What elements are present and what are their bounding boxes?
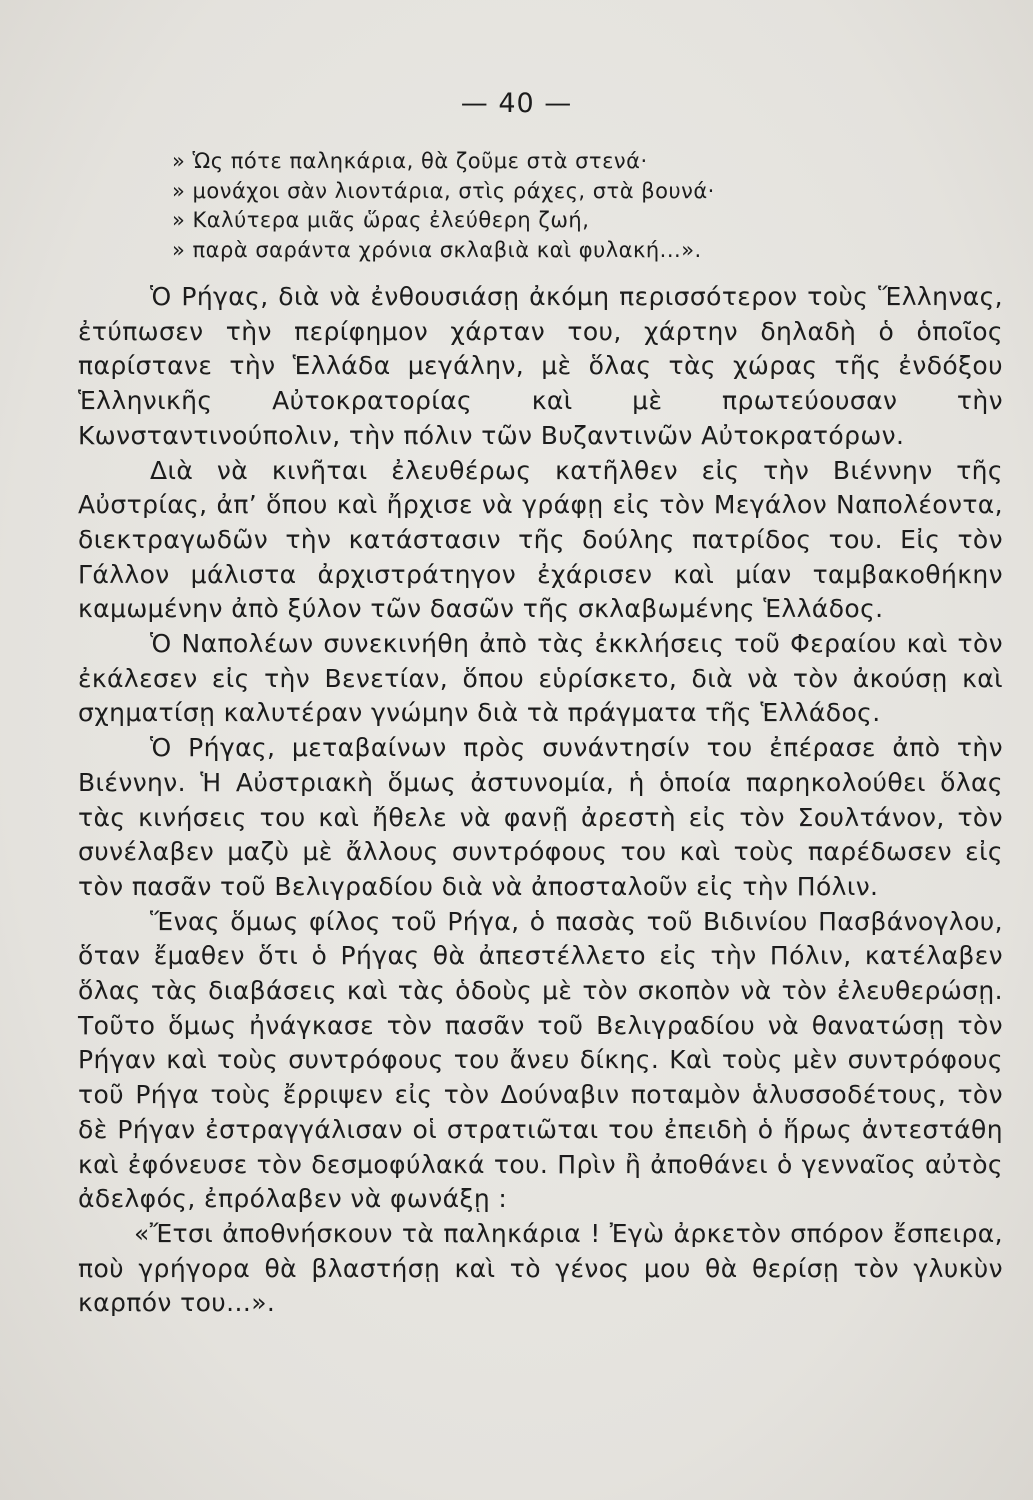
page-number: — 40 — [460, 88, 573, 119]
paragraph-execution: Ἕνας ὅμως φίλος τοῦ Ρήγα, ὁ πασὰς τοῦ Βιδινίου Πασβάνογλου, ὅταν ἔμαθεν ὅτι ὁ Ρήγας θὰ ἀπεστέλλετο εἰς τὴν Πόλιν, κατέλαβεν ὅλας τὰς διαβάσεις καὶ τὰς ὁδοὺς μὲ τὸν σκοπὸν νὰ τὸν ἐλευθερώσῃ. Τοῦτο ὅμως ἠνάγκασε τὸν πασᾶν τοῦ Βελιγραδίου νὰ θανατώσῃ τὸν Ρήγαν καὶ τοὺς συντρόφους του ἄνευ δίκης. Καὶ τοὺς μὲν συντρόφους τοῦ Ρήγα τοὺς ἔρριψεν εἰς τὸν Δούναβιν ποταμὸν ἁλυσσοδέτους, τὸν δὲ Ρήγαν ἐστραγγάλισαν οἱ στρατιῶται του ἐπειδὴ ὁ ἥρως ἀντεστάθη καὶ ἐφόνευσε τὸν δεσμοφύλακά του. Πρὶν ἢ ἀποθάνει ὁ γενναῖος αὐτὸς ἀδελφός, ἐπρόλαβεν νὰ φωνάξῃ : [78, 906, 1003, 1214]
poem-line: » Καλύτερα μιᾶς ὥρας ἐλεύθερη ζωή, [172, 208, 590, 232]
paragraph-last-words: «Ἔτσι ἀποθνήσκουν τὰ παληκάρια ! Ἐγὼ ἀρκετὸν σπόρον ἔσπειρα, ποὺ γρήγορα θὰ βλαστήσῃ καὶ τὸ γένος μου θὰ θερίσῃ τὸν γλυκὺν καρπόν του...». [78, 1218, 1003, 1318]
poem-line: » Ὡς πότε παληκάρια, θὰ ζοῦμε στὰ στενά· [172, 149, 648, 173]
poem-line: » παρὰ σαράντα χρόνια σκλαβιὰ καὶ φυλακή...». [172, 237, 702, 262]
paragraph-rigas-map: Ὁ Ρήγας, διὰ νὰ ἐνθουσιάσῃ ἀκόμη περισσότερον τοὺς Ἕλληνας, ἐτύπωσεν τὴν περίφημον χάρταν του, χάρτην δηλαδὴ ὁ ὁποῖος παρίστανε τὴν Ἑλλάδα μεγάλην, μὲ ὅλας τὰς χώρας τῆς ἐνδόξου Ἑλληνικῆς Αὐτοκρατορίας καὶ μὲ πρωτεύουσαν τὴν Κωνσταντινούπολιν, τὴν πόλιν τῶν Βυζαντινῶν Αὐτοκρατόρων. [78, 282, 1003, 450]
paragraph-arrest: Ὁ Ρήγας, μεταβαίνων πρὸς συνάντησίν του ἐπέρασε ἀπὸ τὴν Βιέννην. Ἡ Αὐστριακὴ ὅμως ἀστυνομία, ἡ ὁποία παρηκολούθει ὅλας τὰς κινήσεις του καὶ ἤθελε νὰ φανῇ ἀρεστὴ εἰς τὸν Σουλτάνον, τὸν συνέλαβεν μαζὺ μὲ ἄλλους συντρόφους του καὶ τοὺς παρέδωσεν εἰς τὸν πασᾶν τοῦ Βελιγραδίου διὰ νὰ ἀποσταλοῦν εἰς τὴν Πόλιν. [78, 733, 1003, 901]
paragraph-napoleon-venice: Ὁ Ναπολέων συνεκινήθη ἀπὸ τὰς ἐκκλήσεις τοῦ Φεραίου καὶ τὸν ἐκάλεσεν εἰς τὴν Βενετίαν, ὅπου εὑρίσκετο, διὰ νὰ τὸν ἀκούσῃ καὶ σχηματίσῃ καλυτέραν γνώμην διὰ τὰ πράγματα τῆς Ἑλλάδος. [78, 629, 1003, 728]
body-text [78, 280, 1003, 1321]
poem-quote [172, 147, 972, 265]
poem-line: » μονάχοι σὰν λιοντάρια, στὶς ράχες, στὰ βουνά· [172, 178, 715, 203]
paragraph-vienna-napoleon: Διὰ νὰ κινῆται ἐλευθέρως κατῆλθεν εἰς τὴν Βιέννην τῆς Αὐστρίας, ἀπ’ ὅπου καὶ ἤρχισε νὰ γράφῃ εἰς τὸν Μεγάλον Ναπολέοντα, διεκτραγωδῶν τὴν κατάστασιν τῆς δούλης πατρίδος του. Εἰς τὸν Γάλλον μάλιστα ἀρχιστράτηγον ἐχάρισεν καὶ μίαν ταμβακοθήκην καμωμένην ἀπὸ ξύλον τῶν δασῶν τῆς σκλαβωμένης Ἑλλάδος. [78, 455, 1003, 624]
